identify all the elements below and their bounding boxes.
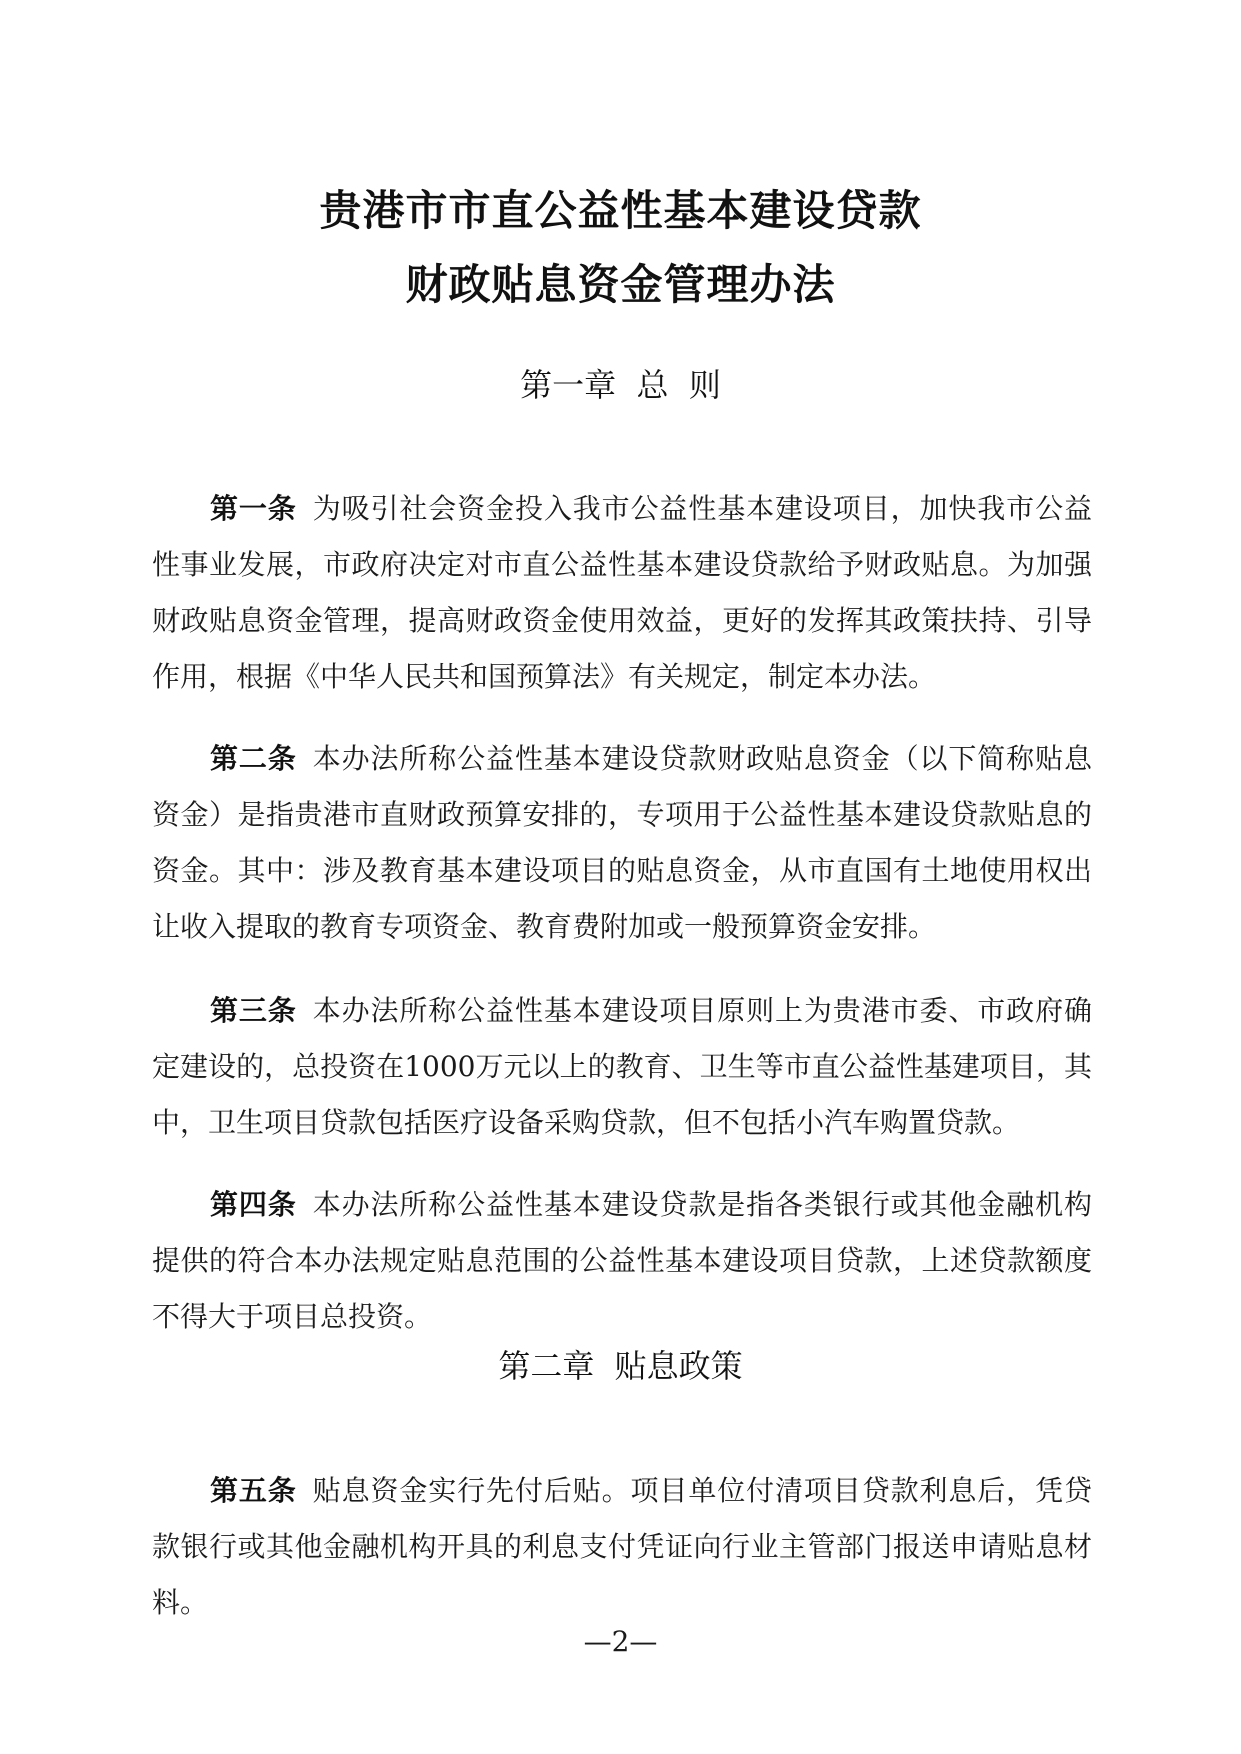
article-5 xyxy=(152,1463,1092,1631)
chapter-heading: 第二章 贴息政策 xyxy=(498,1347,743,1385)
article-number: 第四条 xyxy=(210,1188,297,1221)
article-number: 第五条 xyxy=(210,1474,297,1507)
article-2 xyxy=(152,731,1092,955)
chapter-heading: 第一章 总 则 xyxy=(520,366,721,404)
article-4 xyxy=(152,1177,1092,1345)
article-number: 第一条 xyxy=(210,492,297,525)
article-number: 第三条 xyxy=(210,994,297,1027)
article-text: 为吸引社会资金投入我市公益性基本建设项目，加快我市公益性事业发展，市政府决定对市直公益性基本建设贷款给予财政贴息。为加强财政贴息资金管理，提高财政资金使用效益，更好的发挥其政策扶持、引导作用，根据《中华人民共和国预算法》有关规定，制定本办法。 xyxy=(152,492,1092,693)
article-text: 本办法所称公益性基本建设贷款财政贴息资金（以下简称贴息资金）是指贵港市直财政预算安排的，专项用于公益性基本建设贷款贴息的资金。其中：涉及教育基本建设项目的贴息资金，从市直国有土地使用权出让收入提取的教育专项资金、教育费附加或一般预算资金安排。 xyxy=(152,742,1092,943)
article-3 xyxy=(152,983,1092,1151)
document-title-line-1: 贵港市市直公益性基本建设贷款 xyxy=(319,186,922,235)
article-number: 第二条 xyxy=(210,742,297,775)
document-title-line-2: 财政贴息资金管理办法 xyxy=(405,260,836,309)
article-text: 本办法所称公益性基本建设贷款是指各类银行或其他金融机构提供的符合本办法规定贴息范围的公益性基本建设项目贷款，上述贷款额度不得大于项目总投资。 xyxy=(152,1188,1092,1333)
page-number: —2— xyxy=(583,1625,658,1658)
article-text: 本办法所称公益性基本建设项目原则上为贵港市委、市政府确定建设的，总投资在1000万元以上的教育、卫生等市直公益性基建项目，其中，卫生项目贷款包括医疗设备采购贷款，但不包括小汽车购置贷款。 xyxy=(152,994,1092,1139)
article-text: 贴息资金实行先付后贴。项目单位付清项目贷款利息后，凭贷款银行或其他金融机构开具的利息支付凭证向行业主管部门报送申请贴息材料。 xyxy=(152,1474,1092,1619)
article-1 xyxy=(152,481,1092,705)
